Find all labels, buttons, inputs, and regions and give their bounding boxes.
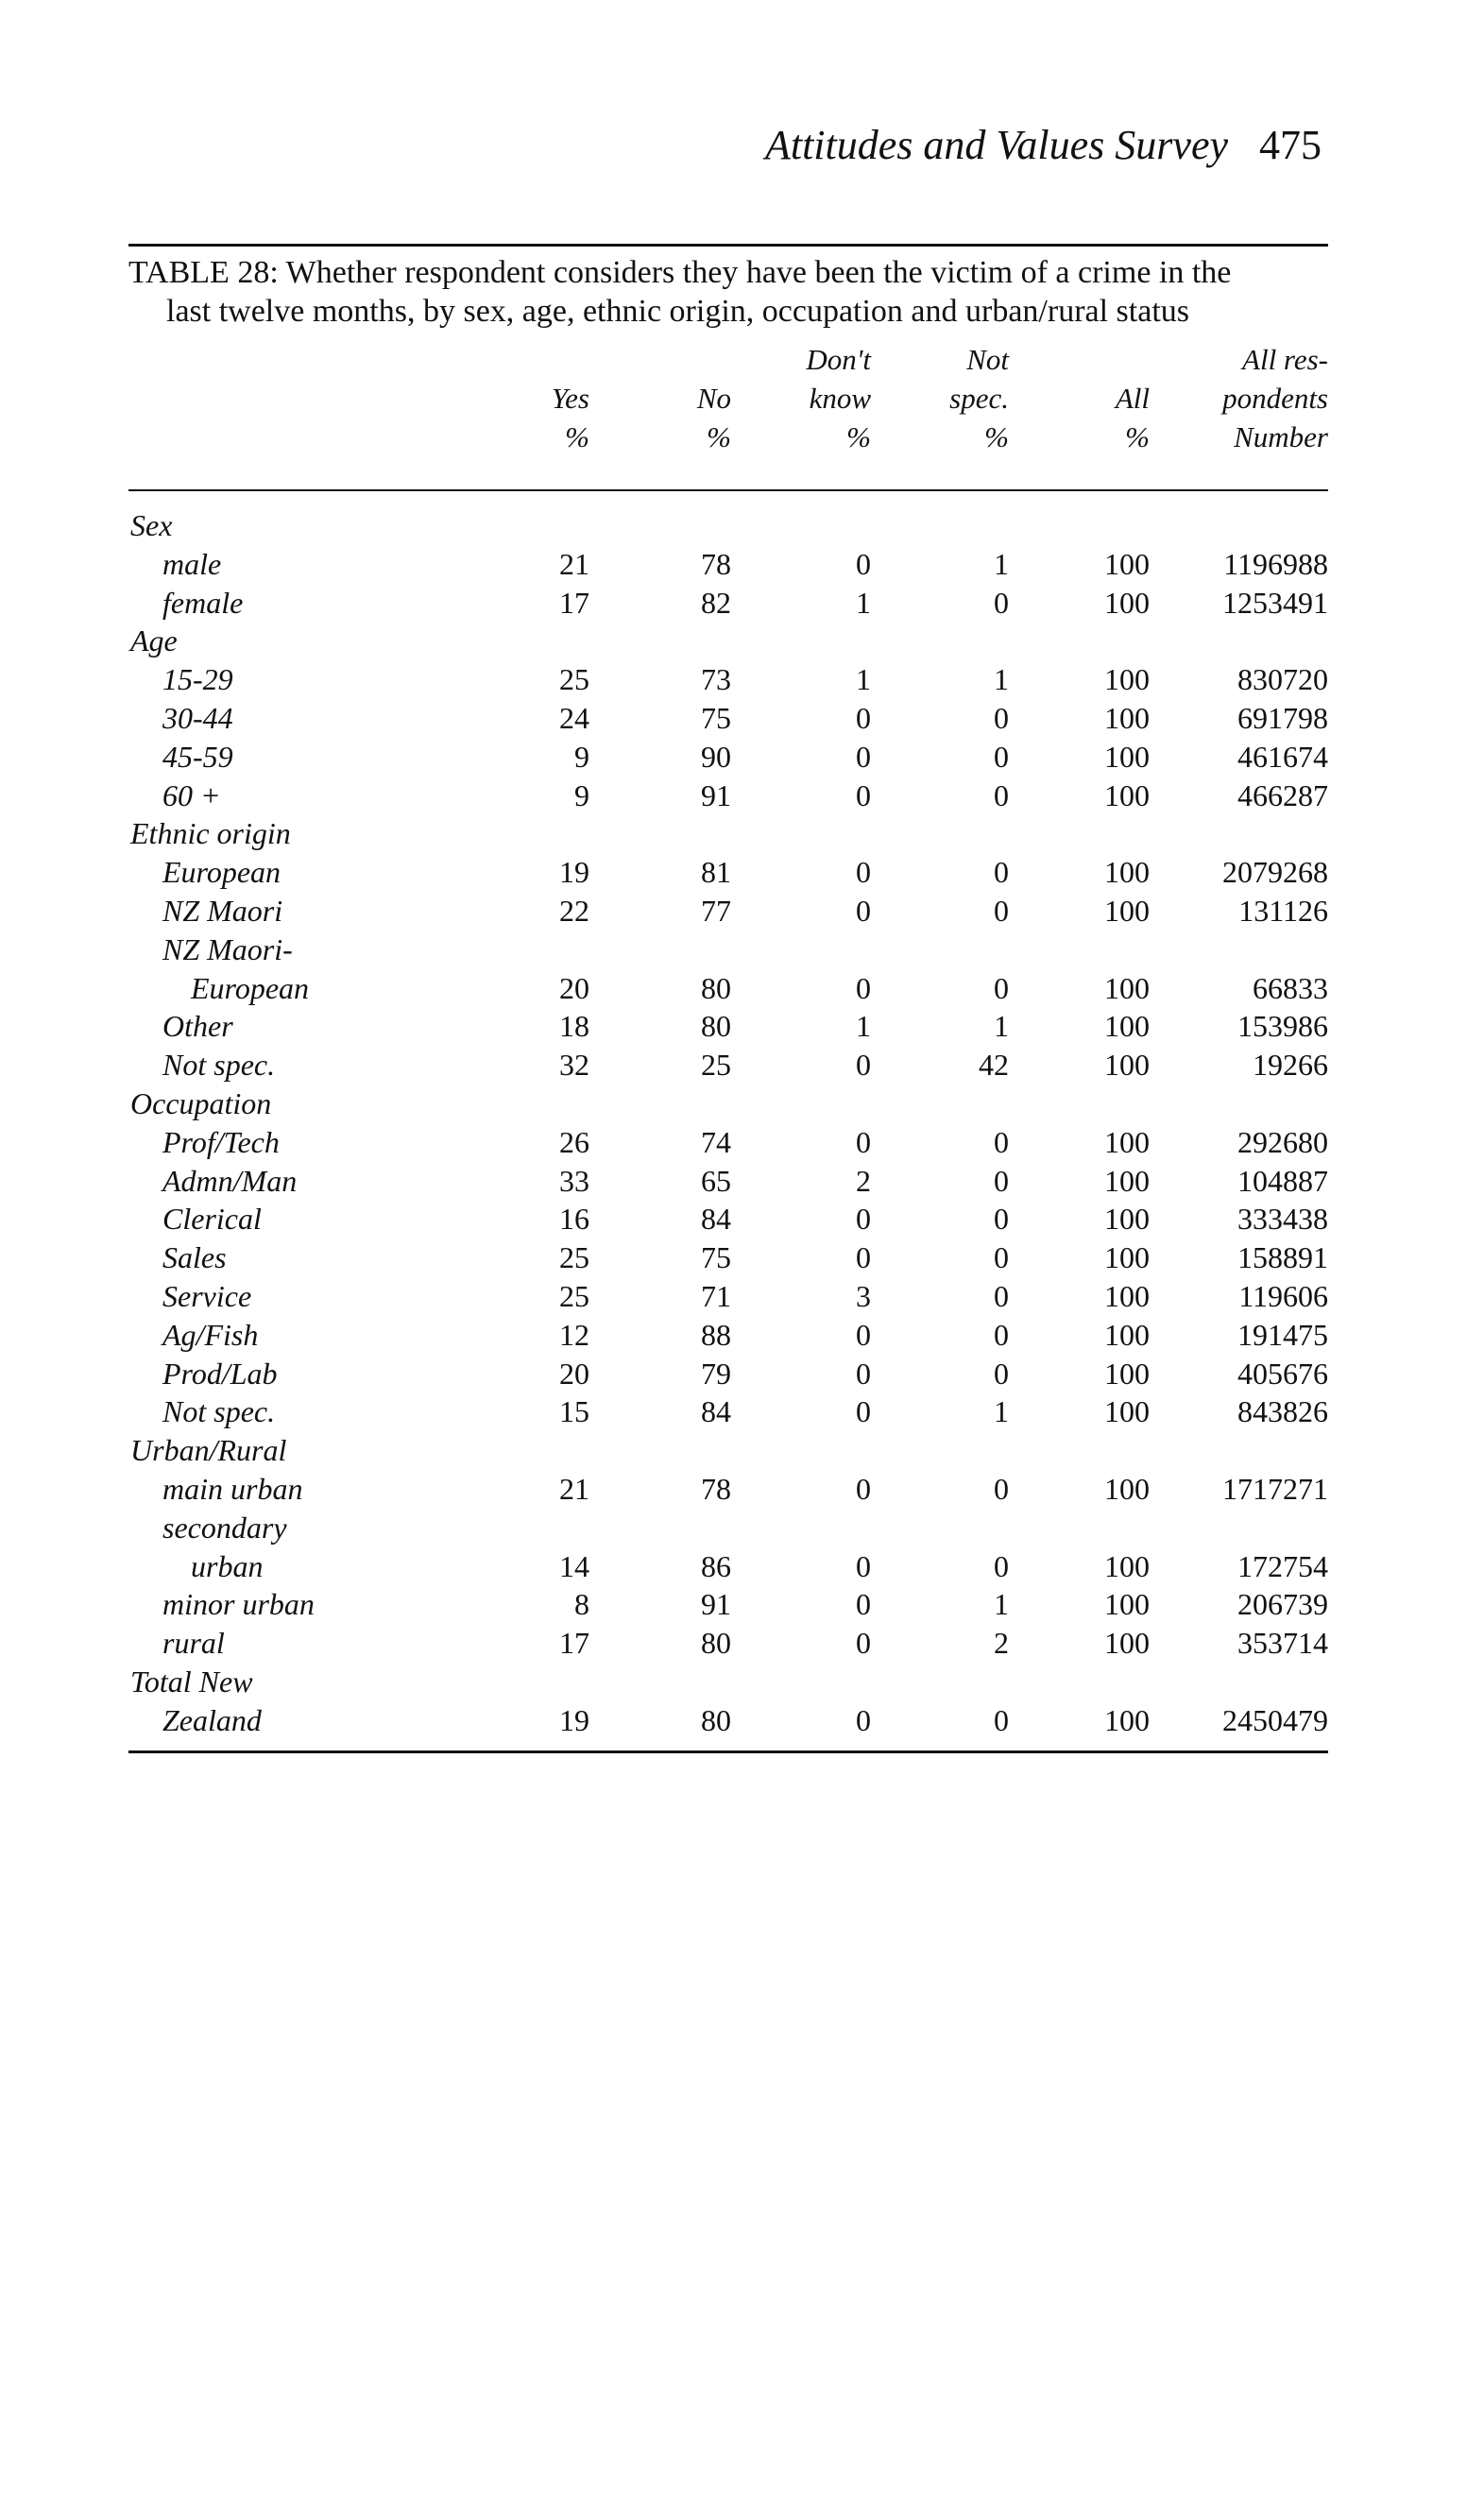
cell-dk: 2: [856, 1163, 871, 1198]
column-header-yes-line-1: [552, 340, 589, 379]
table-caption: [128, 253, 1328, 331]
cell-n: 191475: [1237, 1317, 1328, 1352]
cell-dk: 0: [856, 970, 871, 1005]
cell-dk: 0: [856, 1124, 871, 1159]
cell-no: 78: [701, 546, 731, 581]
table-group-row: [0, 506, 1484, 545]
table-group-row: [0, 1084, 1484, 1123]
cell-n: 2450479: [1222, 1702, 1328, 1737]
cell-no: 75: [701, 700, 731, 735]
cell-all: 100: [1104, 970, 1150, 1005]
cell-yes: 26: [559, 1124, 589, 1159]
cell-n: 158891: [1237, 1240, 1328, 1275]
cell-ns: 1: [994, 546, 1009, 581]
cell-ns: 0: [994, 1202, 1009, 1237]
cell-dk: 0: [856, 1702, 871, 1737]
cell-no: 77: [701, 893, 731, 928]
cell-dk: 0: [856, 1626, 871, 1661]
column-header-respondents-line-1: All res-: [1242, 343, 1328, 376]
cell-all: 100: [1104, 1009, 1150, 1044]
table-row: [0, 1238, 1484, 1277]
cell-yes: 21: [559, 1471, 589, 1506]
cell-no: 81: [701, 855, 731, 890]
cell-n: 119606: [1238, 1278, 1328, 1313]
table-row: [0, 545, 1484, 584]
cell-dk: 0: [856, 739, 871, 774]
cell-all: 100: [1104, 1317, 1150, 1352]
row-label: Ag/Fish: [162, 1317, 259, 1352]
cell-no: 91: [701, 1587, 731, 1622]
cell-yes: 32: [559, 1048, 589, 1083]
cell-ns: 0: [994, 893, 1009, 928]
cell-n: 1717271: [1222, 1471, 1328, 1506]
table-row: [0, 1470, 1484, 1509]
cell-dk: 0: [856, 1471, 871, 1506]
cell-all: 100: [1104, 739, 1150, 774]
row-label: Sales: [162, 1240, 227, 1275]
cell-yes: 25: [559, 1240, 589, 1275]
cell-dk: 0: [856, 1548, 871, 1583]
cell-yes: 18: [559, 1009, 589, 1044]
row-label: 30-44: [162, 700, 233, 735]
cell-ns: 1: [994, 1394, 1009, 1429]
cell-ns: 0: [994, 1163, 1009, 1198]
cell-yes: 12: [559, 1317, 589, 1352]
cell-yes: 9: [574, 739, 589, 774]
cell-n: 2079268: [1222, 855, 1328, 890]
column-header-no-line-3: %: [707, 420, 731, 453]
cell-ns: 0: [994, 1124, 1009, 1159]
cell-no: 65: [701, 1163, 731, 1198]
column-header-respondents-line-2: pondents: [1222, 382, 1328, 415]
cell-no: 71: [701, 1278, 731, 1313]
cell-n: 131126: [1238, 893, 1328, 928]
cell-yes: 8: [574, 1587, 589, 1622]
cell-ns: 42: [979, 1048, 1009, 1083]
cell-all: 100: [1104, 1626, 1150, 1661]
caption-line-1: TABLE 28: Whether respondent considers they have been the victim of a crime in the: [128, 255, 1232, 290]
cell-yes: 19: [559, 1702, 589, 1737]
cell-ns: 0: [994, 1471, 1009, 1506]
cell-yes: 15: [559, 1394, 589, 1429]
cell-ns: 0: [994, 739, 1009, 774]
cell-n: 1196988: [1223, 546, 1328, 581]
table-row: [0, 1007, 1484, 1046]
column-header-no-line-1: [697, 340, 731, 379]
cell-n: 353714: [1237, 1626, 1328, 1661]
cell-no: 90: [701, 739, 731, 774]
cell-all: 100: [1104, 855, 1150, 890]
table-bottom-rule: [128, 1750, 1328, 1753]
cell-dk: 0: [856, 1317, 871, 1352]
row-label: secondary: [162, 1510, 287, 1545]
cell-yes: 25: [559, 662, 589, 697]
cell-all: 100: [1104, 1548, 1150, 1583]
cell-n: 292680: [1237, 1124, 1328, 1159]
column-header-yes: [552, 340, 589, 456]
cell-ns: 0: [994, 700, 1009, 735]
cell-ns: 0: [994, 1356, 1009, 1391]
caption-line-2: last twelve months, by sex, age, ethnic origin, occupation and urban/rural status: [166, 294, 1190, 329]
cell-ns: 1: [994, 1587, 1009, 1622]
cell-no: 74: [701, 1124, 731, 1159]
cell-dk: 0: [856, 1394, 871, 1429]
table-row: [0, 1624, 1484, 1663]
cell-no: 84: [701, 1202, 731, 1237]
table-row: [0, 1392, 1484, 1431]
table-row: [0, 738, 1484, 777]
cell-all: 100: [1104, 662, 1150, 697]
cell-dk: 0: [856, 855, 871, 890]
row-label: Other: [162, 1009, 233, 1044]
row-label: female: [162, 585, 244, 620]
cell-all: 100: [1104, 1163, 1150, 1198]
table-row: [0, 777, 1484, 815]
group-label: Urban/Rural: [130, 1433, 287, 1468]
cell-no: 80: [701, 1702, 731, 1737]
running-title: Attitudes and Values Survey: [764, 122, 1228, 168]
row-label: 15-29: [162, 662, 233, 697]
cell-dk: 1: [856, 1009, 871, 1044]
cell-no: 80: [701, 970, 731, 1005]
row-label: Not spec.: [162, 1048, 276, 1083]
cell-dk: 0: [856, 1048, 871, 1083]
cell-no: 82: [701, 585, 731, 620]
column-header-dont-know: [806, 340, 871, 456]
cell-ns: 1: [994, 1009, 1009, 1044]
cell-n: 1253491: [1222, 585, 1328, 620]
cell-all: 100: [1104, 1702, 1150, 1737]
cell-no: 80: [701, 1009, 731, 1044]
table-row: [0, 853, 1484, 892]
row-label: main urban: [162, 1471, 303, 1506]
column-header-respondents: [1222, 340, 1328, 456]
table-group-row: [0, 814, 1484, 853]
table-group-row: [0, 1431, 1484, 1470]
column-header-no-line-2: No: [696, 382, 731, 415]
row-label: minor urban: [162, 1587, 315, 1622]
cell-yes: 16: [559, 1202, 589, 1237]
cell-ns: 0: [994, 1548, 1009, 1583]
cell-no: 78: [701, 1471, 731, 1506]
cell-dk: 0: [856, 1240, 871, 1275]
column-header-all: [1116, 340, 1150, 456]
header-rule: [128, 489, 1328, 491]
row-label: 60 +: [162, 777, 221, 812]
table-row: [0, 1162, 1484, 1201]
row-label: Prod/Lab: [162, 1356, 278, 1391]
table-group-row: [0, 1663, 1484, 1701]
cell-yes: 14: [559, 1548, 589, 1583]
cell-no: 84: [701, 1394, 731, 1429]
column-header-dont-know-line-1: Don't: [806, 343, 871, 376]
cell-n: 466287: [1237, 777, 1328, 812]
row-label: urban: [191, 1548, 264, 1583]
row-label: NZ Maori-: [162, 931, 293, 966]
cell-yes: 24: [559, 700, 589, 735]
cell-ns: 0: [994, 970, 1009, 1005]
row-label: NZ Maori: [162, 893, 283, 928]
column-header-all-line-1: [1116, 340, 1150, 379]
cell-yes: 17: [559, 585, 589, 620]
cell-n: 843826: [1237, 1394, 1328, 1429]
column-header-all-line-3: %: [1125, 420, 1150, 453]
cell-dk: 0: [856, 700, 871, 735]
cell-ns: 0: [994, 1702, 1009, 1737]
cell-all: 100: [1104, 1356, 1150, 1391]
cell-no: 75: [701, 1240, 731, 1275]
column-header-dont-know-line-2: know: [809, 382, 871, 415]
cell-yes: 25: [559, 1278, 589, 1313]
cell-yes: 22: [559, 893, 589, 928]
column-header-yes-line-2: Yes: [551, 382, 589, 415]
table-group-row: [0, 622, 1484, 660]
column-header-not-spec-line-2: spec.: [949, 382, 1009, 415]
table-row: [0, 1509, 1484, 1547]
row-label: Not spec.: [162, 1394, 276, 1429]
cell-all: 100: [1104, 585, 1150, 620]
cell-ns: 0: [994, 585, 1009, 620]
column-header-not-spec-line-3: %: [984, 420, 1009, 453]
cell-dk: 3: [856, 1278, 871, 1313]
cell-no: 80: [701, 1626, 731, 1661]
page-header: [764, 122, 1322, 168]
cell-dk: 0: [856, 1202, 871, 1237]
cell-all: 100: [1104, 893, 1150, 928]
group-label: Age: [130, 623, 178, 658]
column-header-no: [697, 340, 731, 456]
cell-yes: 20: [559, 970, 589, 1005]
cell-yes: 33: [559, 1163, 589, 1198]
cell-dk: 0: [856, 777, 871, 812]
table-top-rule: [128, 244, 1328, 247]
column-header-dont-know-line-3: %: [846, 420, 871, 453]
cell-n: 104887: [1237, 1163, 1328, 1198]
table-body: [0, 506, 1484, 1740]
row-label: Prof/Tech: [162, 1124, 280, 1159]
cell-all: 100: [1104, 1278, 1150, 1313]
row-label: Zealand: [162, 1702, 262, 1737]
cell-n: 830720: [1237, 662, 1328, 697]
row-label: Clerical: [162, 1202, 262, 1237]
column-header-not-spec-line-1: Not: [966, 343, 1009, 376]
row-label: European: [162, 855, 281, 890]
group-label: Sex: [130, 508, 173, 542]
row-label: 45-59: [162, 739, 233, 774]
table-row: [0, 1046, 1484, 1084]
group-label: Total New: [130, 1664, 253, 1699]
table-row: [0, 931, 1484, 969]
cell-all: 100: [1104, 1394, 1150, 1429]
table-row: [0, 1585, 1484, 1624]
cell-all: 100: [1104, 1124, 1150, 1159]
cell-yes: 9: [574, 777, 589, 812]
table-row: [0, 1277, 1484, 1316]
table-row: [0, 699, 1484, 738]
cell-dk: 0: [856, 1587, 871, 1622]
table-row: [0, 1701, 1484, 1740]
cell-ns: 0: [994, 1240, 1009, 1275]
table-row: [0, 584, 1484, 623]
cell-all: 100: [1104, 1202, 1150, 1237]
cell-dk: 0: [856, 546, 871, 581]
cell-all: 100: [1104, 700, 1150, 735]
cell-dk: 1: [856, 662, 871, 697]
table-row: [0, 1200, 1484, 1238]
cell-n: 206739: [1237, 1587, 1328, 1622]
cell-n: 172754: [1237, 1548, 1328, 1583]
cell-ns: 1: [994, 662, 1009, 697]
cell-ns: 0: [994, 1317, 1009, 1352]
cell-ns: 0: [994, 777, 1009, 812]
cell-all: 100: [1104, 777, 1150, 812]
column-header-not-spec: [949, 340, 1009, 456]
column-header-respondents-line-3: Number: [1234, 420, 1328, 453]
table-row: [0, 892, 1484, 931]
cell-all: 100: [1104, 1240, 1150, 1275]
row-label: Service: [162, 1278, 252, 1313]
cell-no: 79: [701, 1356, 731, 1391]
cell-yes: 19: [559, 855, 589, 890]
table-row: [0, 1547, 1484, 1586]
cell-n: 153986: [1237, 1009, 1328, 1044]
row-label: Admn/Man: [162, 1163, 298, 1198]
cell-no: 73: [701, 662, 731, 697]
cell-n: 333438: [1237, 1202, 1328, 1237]
cell-yes: 17: [559, 1626, 589, 1661]
group-label: Ethnic origin: [130, 816, 291, 851]
cell-n: 461674: [1237, 739, 1328, 774]
cell-no: 86: [701, 1548, 731, 1583]
cell-all: 100: [1104, 1587, 1150, 1622]
table-row: [0, 969, 1484, 1008]
cell-n: 19266: [1253, 1048, 1328, 1083]
cell-ns: 2: [994, 1626, 1009, 1661]
cell-dk: 1: [856, 585, 871, 620]
row-label: European: [191, 970, 310, 1005]
cell-n: 66833: [1253, 970, 1328, 1005]
cell-dk: 0: [856, 1356, 871, 1391]
cell-all: 100: [1104, 546, 1150, 581]
cell-no: 91: [701, 777, 731, 812]
column-header-all-line-2: All: [1115, 382, 1150, 415]
cell-ns: 0: [994, 1278, 1009, 1313]
cell-yes: 20: [559, 1356, 589, 1391]
page-number: 475: [1259, 122, 1322, 168]
table-row: [0, 1123, 1484, 1162]
row-label: rural: [162, 1626, 225, 1661]
cell-ns: 0: [994, 855, 1009, 890]
cell-n: 691798: [1237, 700, 1328, 735]
table-row: [0, 660, 1484, 699]
cell-all: 100: [1104, 1048, 1150, 1083]
cell-all: 100: [1104, 1471, 1150, 1506]
table-row: [0, 1316, 1484, 1355]
cell-n: 405676: [1237, 1356, 1328, 1391]
row-label: male: [162, 546, 222, 581]
cell-no: 88: [701, 1317, 731, 1352]
cell-no: 25: [701, 1048, 731, 1083]
table-row: [0, 1355, 1484, 1393]
column-header-yes-line-3: %: [565, 420, 589, 453]
cell-dk: 0: [856, 893, 871, 928]
cell-yes: 21: [559, 546, 589, 581]
group-label: Occupation: [130, 1085, 272, 1120]
